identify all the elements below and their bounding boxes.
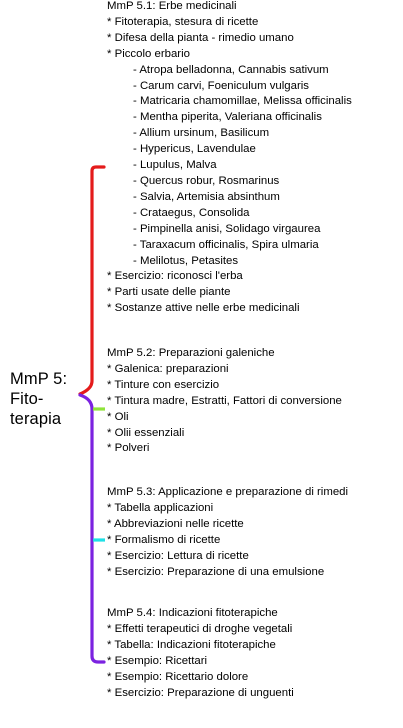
herb-list-item: - Atropa belladonna, Cannabis sativum [133, 63, 329, 76]
topic-list-item: * Esercizio: Lettura di ricette [107, 549, 249, 562]
topic-list-item: * Esempio: Ricettari [107, 654, 208, 667]
topic-list-item: * Tintura madre, Estratti, Fattori di conversione [107, 394, 342, 407]
root-topic-label [10, 369, 90, 429]
herb-list-item: - Carum carvi, Foeniculum vulgaris [133, 79, 309, 92]
topic-list-item: * Parti usate delle piante [107, 286, 231, 299]
branch-indicazioni-fitoterapiche [107, 606, 403, 701]
topic-list-item: * Abbreviazioni nelle ricette [107, 517, 244, 530]
branch-title: MmP 5.4: Indicazioni fitoterapiche [107, 607, 278, 619]
topic-list-item: * Effetti terapeutici di droghe vegetali [107, 622, 293, 635]
topic-list-item: * Tabella: Indicazioni fitoterapiche [107, 638, 276, 651]
branch-preparazioni-galeniche [107, 346, 403, 457]
herb-list-item: - Mentha piperita, Valeriana officinalis [133, 111, 322, 124]
topic-list-item: * Olii essenziali [107, 426, 185, 439]
topic-list-item: * Esempio: Ricettario dolore [107, 670, 249, 683]
topic-list-item: * Tabella applicazioni [107, 501, 214, 514]
topic-list-item: * Tinture con esercizio [107, 378, 220, 391]
topic-list-item: * Difesa della pianta - rimedio umano [107, 31, 294, 44]
root-topic-line: MmP 5: [10, 370, 68, 388]
topic-list-item: * Piccolo erbario [107, 47, 190, 60]
connector-branch-1 [80, 167, 104, 394]
topic-list-item: * Formalismo di ricette [107, 533, 221, 546]
topic-list-item: * Fitoterapia, stesura di ricette [107, 15, 259, 28]
root-topic-line: terapia [10, 410, 62, 428]
branch-erbe-medicinali [107, 0, 403, 317]
herb-list-item: - Matricaria chamomillae, Melissa officinalis [133, 95, 352, 108]
herb-list-item: - Quercus robur, Rosmarinus [133, 174, 280, 187]
herb-list-item: - Crataegus, Consolida [133, 206, 250, 219]
herb-list-item: - Salvia, Artemisia absinthum [133, 190, 280, 203]
branch-title: MmP 5.2: Preparazioni galeniche [107, 347, 275, 359]
herb-list-item: - Lupulus, Malva [133, 159, 217, 172]
topic-list-item: * Galenica: preparazioni [107, 362, 229, 375]
branch-title: MmP 5.3: Applicazione e preparazione di rimedi [107, 486, 349, 498]
topic-list-item: * Polveri [107, 442, 150, 455]
topic-list-item: * Esercizio: riconosci l'erba [107, 270, 243, 283]
topic-list-item: * Esercizio: Preparazione di unguenti [107, 686, 294, 699]
herb-list-item: - Pimpinella anisi, Solidago virgaurea [133, 222, 321, 235]
topic-list-item: * Sostanze attive nelle erbe medicinali [107, 302, 300, 315]
herb-list-item: - Taraxacum officinalis, Spira ulmaria [133, 238, 319, 251]
herb-list-item: - Melilotus, Petasites [133, 254, 239, 267]
herb-list-item: - Allium ursinum, Basilicum [133, 127, 270, 140]
topic-list-item: * Esercizio: Preparazione di una emulsione [107, 565, 325, 578]
root-topic-line: Fito- [10, 390, 44, 408]
herb-list-item: - Hypericus, Lavendulae [133, 143, 256, 156]
branch-applicazione-preparazione-rimedi [107, 485, 403, 580]
topic-list-item: * Oli [107, 410, 129, 423]
connector-branch-4 [80, 395, 104, 662]
branch-title: MmP 5.1: Erbe medicinali [107, 0, 237, 12]
